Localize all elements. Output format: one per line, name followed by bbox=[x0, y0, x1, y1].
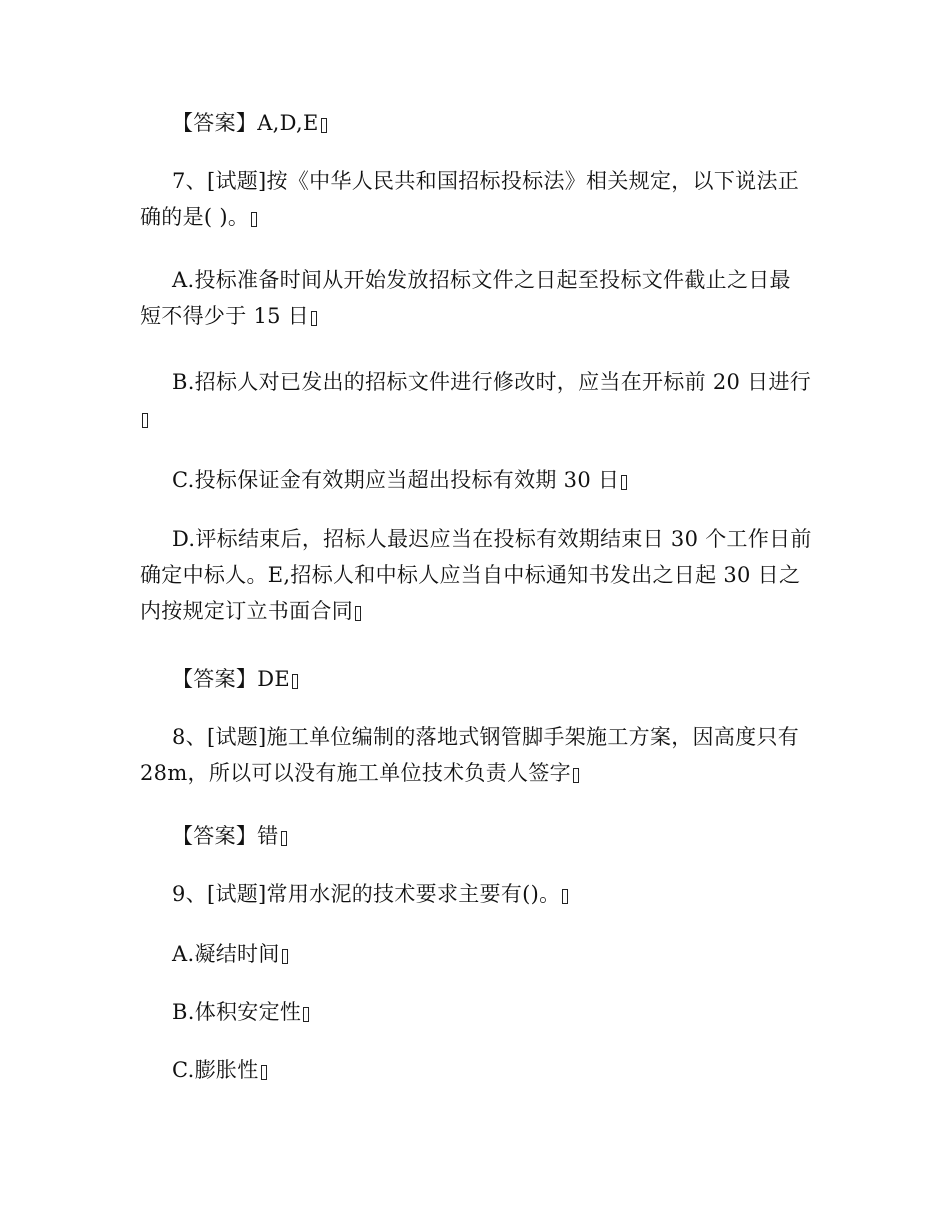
paragraph-mark-icon bbox=[251, 212, 257, 227]
answer-paragraph bbox=[140, 818, 812, 854]
paragraph-mark-icon bbox=[321, 118, 327, 133]
answer-paragraph bbox=[140, 105, 812, 141]
question-paragraph bbox=[140, 719, 812, 791]
paragraph-mark-icon bbox=[142, 413, 148, 428]
paragraph-text: C.膨胀性 bbox=[172, 1058, 259, 1082]
paragraph-text: 【答案】DE bbox=[172, 667, 290, 691]
paragraph-text: 【答案】A,D,E bbox=[172, 111, 319, 135]
paragraph-mark-icon bbox=[281, 831, 287, 846]
paragraph-mark-icon bbox=[303, 1007, 309, 1022]
paragraph-text: 9、[试题]常用水泥的技术要求主要有()。 bbox=[172, 882, 561, 906]
paragraph-text: 【答案】错 bbox=[172, 824, 279, 848]
paragraph-mark-icon bbox=[282, 949, 288, 964]
option-paragraph bbox=[140, 462, 812, 498]
paragraph-text: B.招标人对已发出的招标文件进行修改时，应当在开标前 20 日进行 bbox=[172, 370, 812, 394]
paragraph-text: A.投标准备时间从开始发放招标文件之日起至投标文件截止之日最短不得少于 15 日 bbox=[140, 268, 791, 328]
option-paragraph bbox=[140, 521, 812, 629]
paragraph-text: C.投标保证金有效期应当超出投标有效期 30 日 bbox=[172, 468, 620, 492]
paragraph-mark-icon bbox=[621, 475, 627, 490]
question-paragraph bbox=[140, 876, 812, 912]
paragraph-text: D.评标结束后，招标人最迟应当在投标有效期结束日 30 个工作日前确定中标人。E,招标人和中标人应当自中标通知书发出之日起 30 日之内按规定订立书面合同 bbox=[140, 527, 812, 623]
paragraph-text: 7、[试题]按《中华人民共和国招标投标法》相关规定，以下说法正确的是( )。 bbox=[140, 169, 800, 229]
option-paragraph bbox=[140, 364, 812, 436]
question-paragraph bbox=[140, 163, 812, 235]
paragraph-mark-icon bbox=[355, 606, 361, 621]
paragraph-mark-icon bbox=[573, 768, 579, 783]
paragraph-mark-icon bbox=[261, 1065, 267, 1080]
paragraph-mark-icon bbox=[292, 674, 298, 689]
paragraph-text: B.体积安定性 bbox=[172, 1000, 302, 1024]
option-paragraph bbox=[140, 262, 812, 334]
option-paragraph bbox=[140, 994, 812, 1030]
option-paragraph bbox=[140, 936, 812, 972]
option-paragraph bbox=[140, 1052, 812, 1088]
answer-paragraph bbox=[140, 661, 812, 697]
paragraph-text: A.凝结时间 bbox=[172, 942, 280, 966]
paragraph-text: 8、[试题]施工单位编制的落地式钢管脚手架施工方案，因高度只有 28m，所以可以没有施工单位技术负责人签字 bbox=[140, 725, 800, 785]
paragraph-mark-icon bbox=[311, 311, 317, 326]
paragraph-mark-icon bbox=[562, 889, 568, 904]
